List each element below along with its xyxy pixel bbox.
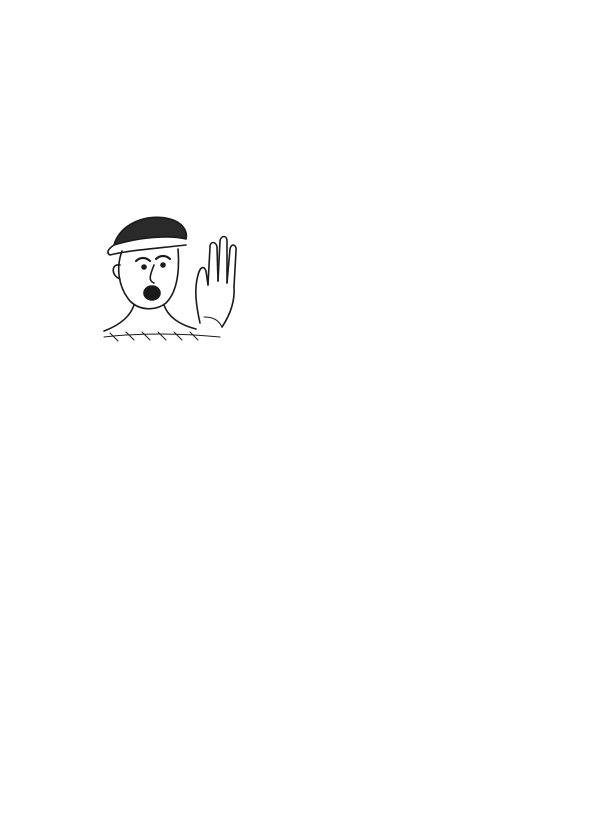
man-raised-hand-illustration bbox=[100, 205, 240, 345]
